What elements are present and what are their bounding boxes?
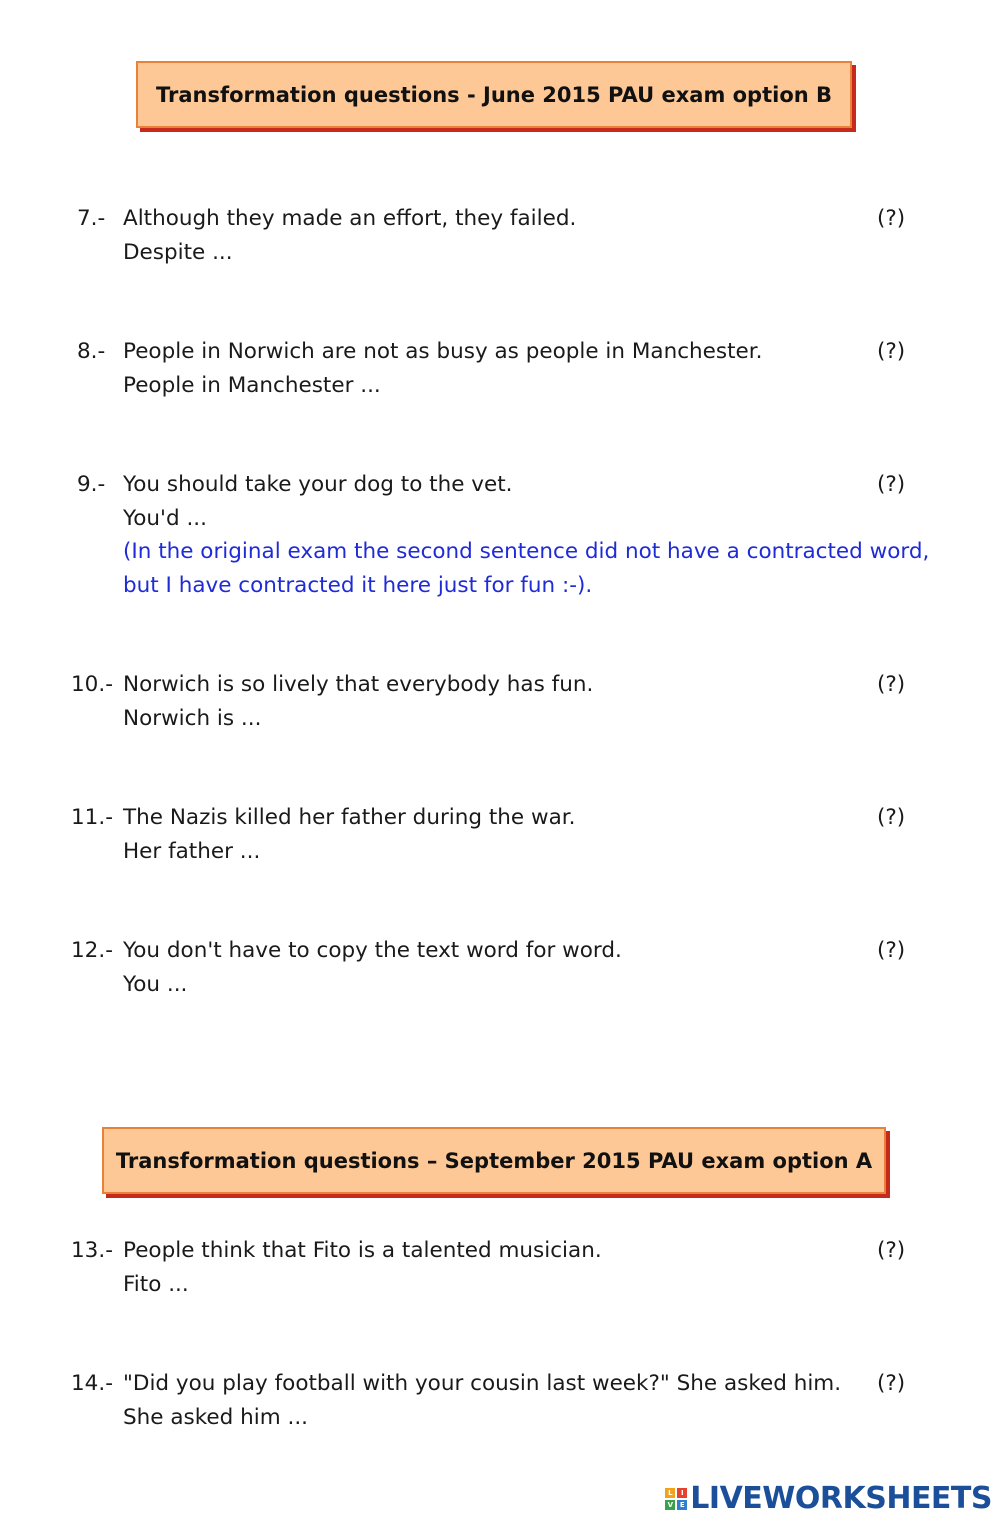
question-number: 10.- bbox=[71, 672, 113, 697]
answer-status-mark: (?) bbox=[877, 1238, 906, 1263]
answer-status-mark: (?) bbox=[877, 206, 906, 231]
question-number: 11.- bbox=[71, 805, 113, 830]
question-sentence: "Did you play football with your cousin last week?" She asked him. bbox=[123, 1371, 842, 1396]
answer-prompt[interactable]: Despite ... bbox=[123, 239, 233, 265]
logo-text: LIVEWORKSHEETS bbox=[690, 1481, 992, 1516]
answer-prompt[interactable]: Norwich is ... bbox=[123, 705, 262, 731]
teacher-note: but I have contracted it here just for fun :-). bbox=[123, 572, 593, 598]
section-header-september-2015 bbox=[102, 1127, 886, 1194]
liveworksheets-logo bbox=[665, 1481, 992, 1516]
answer-prompt[interactable]: Her father ... bbox=[123, 838, 261, 864]
answer-status-mark: (?) bbox=[877, 805, 906, 830]
question-sentence: You don't have to copy the text word for word. bbox=[123, 938, 622, 963]
section-title: Transformation questions - June 2015 PAU exam option B bbox=[155, 82, 833, 107]
question-number: 9.- bbox=[77, 472, 106, 497]
question-sentence: Norwich is so lively that everybody has fun. bbox=[123, 672, 594, 697]
question-number: 13.- bbox=[71, 1238, 113, 1263]
answer-prompt[interactable]: You ... bbox=[123, 971, 188, 997]
section-title: Transformation questions – September 2015 PAU exam option A bbox=[115, 1148, 873, 1173]
answer-prompt[interactable]: She asked him ... bbox=[123, 1404, 308, 1430]
answer-status-mark: (?) bbox=[877, 938, 906, 963]
question-sentence: The Nazis killed her father during the war. bbox=[123, 805, 576, 830]
answer-status-mark: (?) bbox=[877, 1371, 906, 1396]
section-header-june-2015 bbox=[136, 61, 852, 128]
answer-prompt[interactable]: Fito ... bbox=[123, 1271, 189, 1297]
answer-status-mark: (?) bbox=[877, 339, 906, 364]
question-number: 12.- bbox=[71, 938, 113, 963]
question-sentence: People in Norwich are not as busy as people in Manchester. bbox=[123, 339, 763, 364]
answer-status-mark: (?) bbox=[877, 672, 906, 697]
answer-prompt[interactable]: You'd ... bbox=[123, 505, 207, 531]
teacher-note: (In the original exam the second sentence did not have a contracted word, bbox=[123, 539, 930, 564]
logo-blocks-icon: L I V E bbox=[665, 1488, 687, 1510]
question-number: 7.- bbox=[77, 206, 106, 231]
question-number: 8.- bbox=[77, 339, 106, 364]
answer-prompt[interactable]: People in Manchester ... bbox=[123, 372, 381, 398]
question-number: 14.- bbox=[71, 1371, 113, 1396]
question-sentence: People think that Fito is a talented musician. bbox=[123, 1238, 602, 1263]
question-sentence: Although they made an effort, they failed. bbox=[123, 206, 577, 231]
answer-status-mark: (?) bbox=[877, 472, 906, 497]
question-sentence: You should take your dog to the vet. bbox=[123, 472, 513, 497]
